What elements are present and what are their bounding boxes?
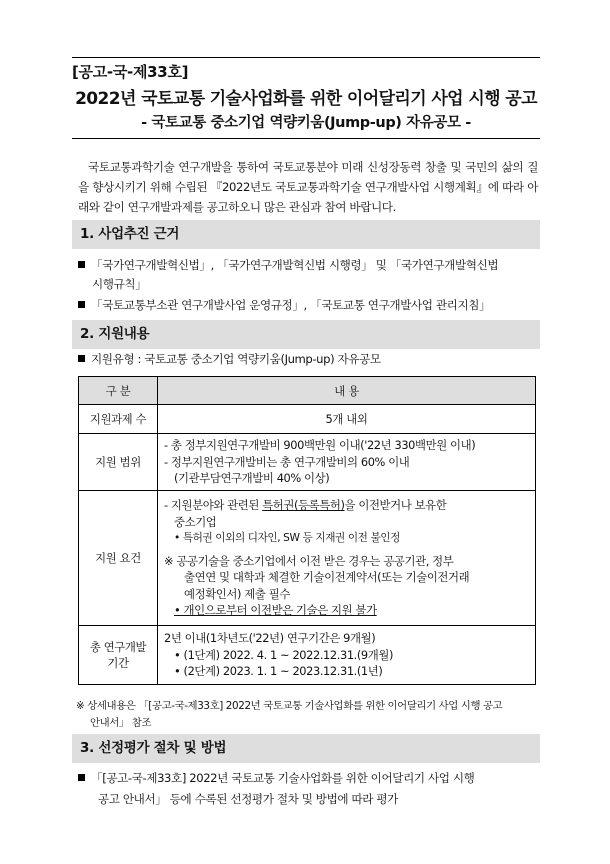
table-row xyxy=(79,626,536,685)
square-bullet-icon xyxy=(78,261,85,268)
note-line-2: 안내서」 참조 xyxy=(90,717,152,729)
row-value-period xyxy=(158,626,536,685)
header-bottom-rule xyxy=(72,138,540,139)
req-line-7: • 개인으로부터 이전받은 기술은 지원 불가 xyxy=(174,603,377,618)
reference-note xyxy=(76,698,538,732)
bullet-text: 「[공고-국-제33호] 2022년 국토교통 기술사업화를 위한 이어달리기 사업 시행 xyxy=(91,771,475,785)
row-label-range: 지원 범위 xyxy=(79,434,158,491)
period-line-3: • (2단계) 2023. 1. 1 ~ 2023.12.31.(1년) xyxy=(174,664,383,679)
table-row xyxy=(79,491,536,626)
row-value-count: 5개 내외 xyxy=(158,405,536,434)
square-bullet-icon xyxy=(78,774,85,781)
req-line-2: 중소기업 xyxy=(174,514,217,529)
bullet-text: 지원유형 : 국토교통 중소기업 역량키움(Jump-up) 자유공모 xyxy=(91,352,381,366)
row-label-period xyxy=(79,626,158,685)
section-3-heading: 3. 선정평가 절차 및 방법 xyxy=(72,734,540,763)
req-line-1-underlined: 특허권(등록특허) xyxy=(262,498,345,513)
bullet-text-continued: 시행규칙」 xyxy=(92,277,147,291)
intro-paragraph: 국토교통과학기술 연구개발을 통하여 국토교통분야 미래 신성장동력 창출 및 국민의 삶의 질을 향상시키기 위해 수립된 『2022년도 국토교통과학기술 연구개발사업 시행계획』에 따라 아래와 같이 연구개발과제를 공고하오니 많은 관심과 참여 바랍니다. xyxy=(78,160,538,214)
square-bullet-icon xyxy=(78,355,85,362)
notice-number: [공고-국-제33호] xyxy=(72,63,189,81)
page-title: 2022년 국토교통 기술사업화를 위한 이어달리기 사업 시행 공고 xyxy=(75,89,537,109)
row-label-count: 지원과제 수 xyxy=(79,405,158,434)
row-label-requirements: 지원 요건 xyxy=(79,491,158,626)
note-line-1: ※ 상세내용은 「[공고-국-제33호] 2022년 국토교통 기술사업화를 위한 이어달리기 사업 시행 공고 xyxy=(76,700,503,712)
period-line-1: 2년 이내(1차년도('22년) 연구기간은 9개월) xyxy=(164,631,376,646)
period-label-2: 기간 xyxy=(107,656,129,670)
period-label-1: 총 연구개발 xyxy=(89,639,147,654)
section-1-bullet-1 xyxy=(78,256,536,294)
req-line-4: ※ 공공기술을 중소기업에서 이전 받은 경우는 공공기관, 정부 xyxy=(164,553,454,568)
table-header-row xyxy=(79,377,536,405)
table-header-content: 내 용 xyxy=(158,377,536,405)
square-bullet-icon xyxy=(78,301,85,308)
req-line-1 xyxy=(164,497,529,514)
table-row xyxy=(79,434,536,491)
table-row xyxy=(79,405,536,434)
support-table xyxy=(78,376,536,685)
range-line-1: - 총 정부지원연구개발비 900백만원 이내('22년 330백만원 이내) xyxy=(164,438,476,453)
table-header-category: 구 분 xyxy=(79,377,158,405)
bullet-text: 「국토교통부소관 연구개발사업 운영규정」, 「국토교통 연구개발사업 관리지침」 xyxy=(91,298,491,312)
req-line-3: • 특허권 이외의 디자인, SW 등 지재권 이전 불인정 xyxy=(174,532,400,545)
bullet-text: 「국가연구개발혁신법」, 「국가연구개발혁신법 시행령」 및 「국가연구개발혁신법 xyxy=(91,258,499,272)
page-subtitle: - 국토교통 중소기업 역량키움(Jump-up) 자유공모 - xyxy=(141,115,471,131)
section-1-heading: 1. 사업추진 근거 xyxy=(72,220,540,249)
section-3-bullet xyxy=(78,768,536,810)
bullet-text-continued: 공고 안내서」 등에 수록된 선정평가 절차 및 방법에 따라 평가 xyxy=(98,792,398,806)
req-line-1b: 을 이전받거나 보유한 xyxy=(344,498,447,513)
row-value-range xyxy=(158,434,536,491)
req-line-6: 예정확인서) 제출 필수 xyxy=(184,586,290,601)
range-line-2: - 정부지원연구개발비는 총 연구개발비의 60% 이내 xyxy=(164,454,410,469)
section-2-bullet xyxy=(78,350,536,369)
row-value-requirements xyxy=(158,491,536,626)
period-line-2: • (1단계) 2022. 4. 1 ~ 2022.12.31.(9개월) xyxy=(174,647,394,662)
range-line-3: (기관부담연구개발비 40% 이상) xyxy=(174,471,330,486)
section-2-heading: 2. 지원내용 xyxy=(72,320,540,349)
req-line-5: 출연연 및 대학과 체결한 기술이전계약서(또는 기술이전거래 xyxy=(184,570,470,585)
req-line-1a: - 지원분야와 관련된 xyxy=(164,498,263,513)
section-1-bullet-2 xyxy=(78,296,536,315)
header-top-rule xyxy=(72,57,540,58)
